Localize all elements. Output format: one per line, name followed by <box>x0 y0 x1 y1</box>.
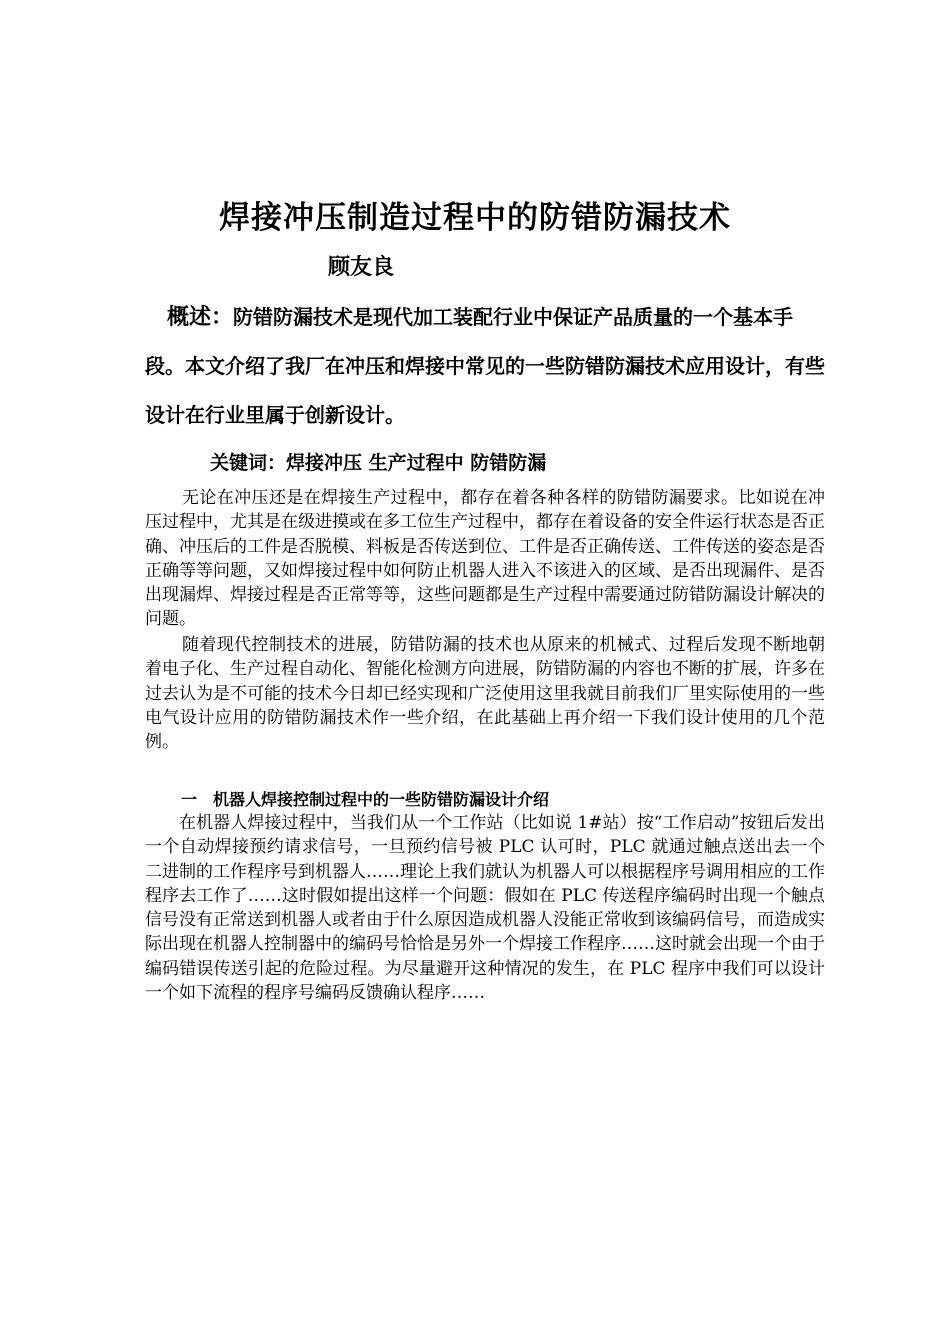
paragraph-3: 在机器人焊接过程中，当我们从一个工作站（比如说 1#站）按“工作启动”按钮后发出一个自动焊接预约请求信号，一旦预约信号被 PLC 认可时，PLC 就通过触点送出去一个二进制的工作程序号到机器人……理论上我们就认为机器人可以根据程序号调用相应的工作程序去工作了……这时假如提出这样一个问题：假如在 PLC 传送程序编码时出现一个触点信号没有正常送到机器人或者由于什么原因造成机器人没能正常收到该编码信号，而造成实际出现在机器人控制器中的编码号恰恰是另外一个焊接工作程序……这时就会出现一个由于编码错误传送引起的危险过程。为尽量避开这种情况的发生，在 PLC 程序中我们可以设计一个如下流程的程序号编码反馈确认程序…… <box>145 813 825 1004</box>
abstract <box>145 293 825 440</box>
body-paragraph <box>145 633 825 754</box>
body-paragraph <box>145 486 825 632</box>
paragraph-1: 无论在冲压还是在焊接生产过程中，都存在着各种各样的防错防漏要求。比如说在冲压过程中，尤其是在级进摸或在多工位生产过程中，都存在着设备的安全件运行状态是否正确、冲压后的工件是否脱模、料板是否传送到位、工件是否正确传送、工件传送的姿态是否正确等等问题，又如焊接过程中如何防止机器人进入不该进入的区域、是否出现漏件、是否出现漏焊、焊接过程是否正常等等，这些问题都是生产过程中需要通过防错防漏设计解决的问题。 <box>145 488 825 630</box>
abstract-label: 概述： <box>167 305 234 330</box>
keywords <box>210 448 546 475</box>
paragraph-2: 随着现代控制技术的进展，防错防漏的技术也从原来的机械式、过程后发现不断地朝着电子化、生产过程自动化、智能化检测方向进展，防错防漏的内容也不断的扩展，许多在过去认为是不可能的技术今日却已经实现和广泛使用这里我就目前我们厂里实际使用的一些电气设计应用的防错防漏技术作一些介绍，在此基础上再介绍一下我们设计使用的几个范例。 <box>145 635 825 753</box>
author-name: 顾友良 <box>328 255 395 280</box>
abstract-text: 防错防漏技术是现代加工装配行业中保证产品质量的一个基本手段。本文介绍了我厂在冲压和焊接中常见的一些防错防漏技术应用设计，有些设计在行业里属于创新设计。 <box>145 305 825 427</box>
section-heading: 一 机器人焊接控制过程中的一些防错防漏设计介绍 <box>181 790 550 809</box>
keywords-text: 焊接冲压 生产过程中 防错防漏 <box>286 452 547 474</box>
body-paragraph <box>145 811 825 1005</box>
document-title: 焊接冲压制造过程中的防错防漏技术 <box>219 200 731 236</box>
keywords-label: 关键词： <box>210 452 287 474</box>
